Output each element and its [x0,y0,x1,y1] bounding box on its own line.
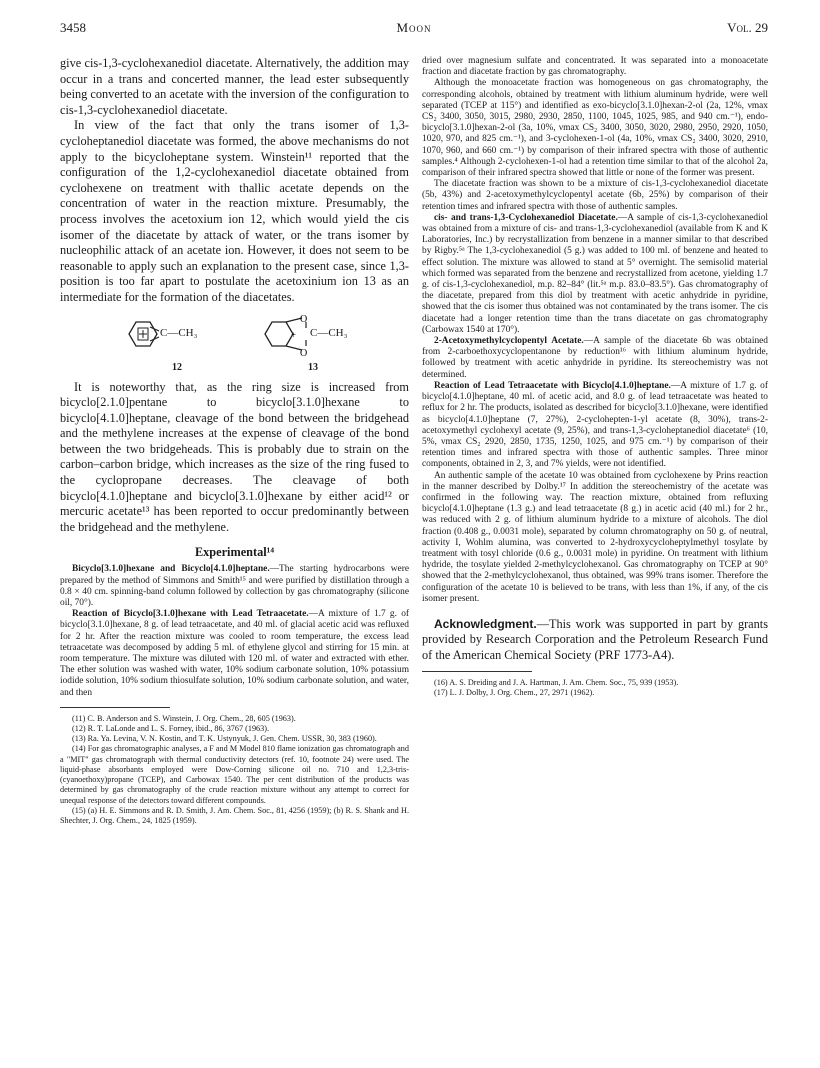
section-heading: Experimental¹⁴ [194,545,275,560]
acknowledgment-title: Acknowledgment. [434,616,537,631]
footnote: (12) R. T. LaLonde and L. S. Forney, ibid., 86, 3767 (1963). [72,724,270,734]
paragraph: —A sample of the diacetate 6b was obtained from 2-carboethoxycyclopentanone by reduction¹⁶ with lithium aluminum hydride, followed by treatment with acetic anhydride in pyridine. Its stereochemistry was not determined. [422,336,768,380]
left-column [60,56,409,826]
acknowledgment-text: —This work was supported in part by grants provided by Research Corporation and the Petroleum Research Fund of the American Chemical Society (PRF 1773-A4). [422,616,768,662]
right-column [422,56,768,699]
subsection-title: 2-Acetoxymethylcyclopentyl Acetate. [434,336,584,347]
paragraph: Although the monoacetate fraction was homogeneous on gas chromatography, the corresponding alcohols, obtained by treatment with lithium aluminum hydride, were well separated (TCEP at 115°) and identified as exo-bicyclo[3.1.0]hexan-2-ol (2a, 12%, νmax CS₂ 3400, 3050, 3015, 2980, 2930, 2850, 1100, 1045, 1025, 985, and 940 cm.⁻¹), endo-bicyclo[3.1.0]hexan-2-ol (3a, 10%, νmax CS₂ 3400, 3050, 3020, 2980, 2950, 2920, 1050, 1020, 970, and 825 cm.⁻¹), and 3-cyclohexen-1-ol (4a, 10%, νmax CS₂ 3400, 3020, 2910, 1070, 960, and 660 cm.⁻¹) by comparison of their infrared spectra with those of authentic samples.⁴ Although 2-cyclohexen-1-ol had a retention time similar to that of the alcohol 2a, comparison of their infrared spectra showed that little or none of the former was present. [422,78,768,179]
svg-text:+: + [291,329,297,340]
paragraph: —A sample of cis-1,3-cyclohexanediol was obtained from a mixture of cis- and trans-1,3-cyclohexanediol (available from K and K Laboratories, Inc.) by recrystallization from benzene in a manner similar to that described by Rigby.⁵ᵃ The 1,3-cyclohexanediol (5 g.) was added to 100 ml. of benzene and heated to effect solution. The mixture was allowed to stand at 5° overnight. The semisolid material which formed was separated from the benzene and recrystallized from acetone, yielding 1.7 g. of cis-1,3-cyclohexanediol, m.p. 82–84° (lit.⁵ᵃ m.p. 83.0–83.5°). Gas chromatography of the diacetate, prepared from this diol by treatment with acetic anhydride in pyridine, showed that the cis isomer thus obtained was not contaminated by the trans isomer. The cis diacetate had a longer retention time than the trans diacetate on gas chromatography (Carbowax 1540 at 170°). [422,212,768,335]
footnote: (11) C. B. Anderson and S. Winstein, J. Org. Chem., 28, 605 (1963). [72,713,296,723]
paragraph: In view of the fact that only the trans isomer of 1,3-cycloheptanediol diacetate was formed, the above mechanisms do not apply to the bicycloheptane system. Winstein¹¹ reported that the configuration of the 1,2-cyclohexanediol diacetate obtained from cyclohexene on treatment with thallic acetate depends on the concentration of water in the reaction mixture. Presumably, the process involves the acetoxium ion 12, which would yield the cis isomer of the diacetate by attack of water, or the trans isomer by nucleophilic attack of an acetate ion. However, it does not seem to be reasonable to apply such an explanation to the present case, since 1,3-position is too far apart to postulate the acetoxinium ion 13 as an intermediate for the formation of the diacetates. [60,118,409,304]
paragraph: The diacetate fraction was shown to be a mixture of cis-1,3-cyclohexanediol diacetate (5b, 43%) and 2-acetoxymethylcyclopentyl acetate (6b, 25%) by comparison of their retention times and infrared spectra with those of authentic samples. [422,179,768,212]
structure-13-formula: C—CH₃ [310,326,348,339]
paragraph: —A mixture of 1.7 g. of bicyclo[4.1.0]heptane, 40 ml. of acetic acid, and 8.0 g. of lead tetraacetate was heated to reflux for 2 hr. The products, isolated as described for bicyclo[3.1.0]hexane, were identified as bicyclo[4.1.0]heptane (7, 27%), 2-cyclohepten-1-yl acetate (8, 30%), trans-2-acetoxymethyl cyclohexyl acetate (9, 25%), and trans-1,3-cycloheptanediol diacetate⁶ (10, 5%, νmax CS₂ 2920, 2850, 1735, 1250, 1025, and 975 cm.⁻¹) by comparison of their retention times and infrared spectra with those of authentic samples. Three minor components, obtained in 2, 3, and 7% yields, were not identified. [422,380,768,470]
structure-12-label: 12 [172,361,182,373]
paragraph: An authentic sample of the acetate 10 was obtained from cyclohexene by Prins reaction in the manner described by Dolby.¹⁷ In addition the stereochemistry of the acetate was confirmed in the following way. The reaction mixture, obtained from refluxing bicyclo[4.1.0]heptane (1.3 g.) and lead tetraacetate (8 g.) in acetic acid (40 ml.) for 2 hr., was reduced with 2 g. of lithium aluminum hydride to a mixture of alcohols. The diol fraction (0.408 g., 0.0031 mole), separated by column chromatography on 50 g. of neutral, activity I, Wohlm alumina, was converted to 2-hydroxycycloheptylmethyl tosylate by treatment with tosyl chloride (0.6 g., 0.0031 mole) in pyridine. On treatment with lithium hydride, the tosylate yielded 2-methylcyclohexanol. Gas chromatography on TCEP at 90° showed that the 2-methylcyclohexanol, thus obtained, was 99% trans isomer. Therefore the configuration of the acetate 10 is believed to be trans, with less than 1%, if any, of the cis isomer present. [422,470,768,604]
structures-figure [60,314,409,378]
paragraph: give cis-1,3-cyclohexanediol diacetate. Alternatively, the addition may occur in a trans and concerted manner, the lead ester subsequently being converted to an acetate with the inversion of the configuration to cis-1,3-cyclohexanediol diacetate. [60,56,409,117]
paragraph: dried over magnesium sulfate and concentrated. It was separated into a monoacetate fraction and diacetate fraction by gas chromatography. [422,56,768,78]
footnote: (17) L. J. Dolby, J. Org. Chem., 27, 2971 (1962). [434,688,595,698]
footnote: (14) For gas chromatographic analyses, a F and M Model 810 flame ionization gas chromatograph and a "MIT" gas chromatograph with thermal conductivity detectors (ref. 10, footnote 24) were used. The liquid-phase absorbants employed were Dow-Corning silicone oil no. 710 and 1,2,3-tris-(cyanoethoxy)propane (TCEP), and Carbowax 1540. The per cent distribution of the products was determined by gas chromatography of the crude reaction mixture without any attempt to correct for unequal response of the detectors toward different compounds. [60,744,409,805]
footnote: (13) Ra. Ya. Levina, V. N. Kostin, and T. K. Ustynyuk, J. Gen. Chem. USSR, 30, 383 (1960). [72,734,377,744]
page-number: 3458 [60,20,86,35]
structure-drawings [60,314,409,378]
subsection-title: Reaction of Bicyclo[3.1.0]hexane with Lead Tetraacetate. [72,609,309,620]
structure-12-formula: C—CH₃ [160,326,198,339]
svg-text:O: O [300,313,308,325]
running-head: Moon [396,20,432,35]
volume-label: Vol. 29 [727,20,768,35]
subsection-title: Bicyclo[3.1.0]hexane and Bicyclo[4.1.0]heptane. [72,564,270,575]
subsection-title: cis- and trans-1,3-Cyclohexanediol Diacetate. [434,212,618,223]
paragraph: —The starting hydrocarbons were prepared by the method of Simmons and Smith¹⁵ and were purified by distillation through a 0.8 × 40 cm. spinning-band column followed by collection by gas chromatography (silicone oil, 70°). [60,564,409,609]
footnote: (16) A. S. Dreiding and J. A. Hartman, J. Am. Chem. Soc., 75, 939 (1953). [434,678,679,688]
svg-text:O: O [300,347,308,359]
structure-13-label: 13 [308,361,318,373]
paragraph: It is noteworthy that, as the ring size is increased from bicyclo[2.1.0]pentane to bicyclo[3.1.0]hexane to bicyclo[4.1.0]heptane, cleavage of the bond between the bridgehead and the methylene increases at the expense of cleavage of the bond between the two bridgeheads. This is probably due to strain on the carbon–carbon bridge, which increases as the size of the ring fused to the cyclopropane decreases. The cleavage of both bicyclo[4.1.0]heptane and bicyclo[3.1.0]hexane by either acid¹² or mercuric acetate¹³ has been reported to occur predominantly between the bridgehead and the methylene. [60,379,409,534]
subsection-title: Reaction of Lead Tetraacetate with Bicyclo[4.1.0]heptane. [434,380,671,391]
paragraph: —A mixture of 1.7 g. of bicyclo[3.1.0]hexane, 8 g. of lead tetraacetate, and 40 ml. of glacial acetic acid was refluxed for 2 hr. After the reaction mixture was cooled to room temperature, the excess lead tetraacetate was decomposed by adding 5 ml. of ethylene glycol and stirring for 15 min. at room temperature. The mixture was diluted with 120 ml. of water and extracted with ether. The ether solution was washed with water, 10% sodium carbonate solution, 10% potassium iodide solution, 10% sodium thiosulfate solution, 10% sodium carbonate solution, and water, and then [60,609,410,698]
footnote-rule [422,671,532,672]
footnote: (15) (a) H. E. Simmons and R. D. Smith, J. Am. Chem. Soc., 81, 4256 (1959); (b) R. S. Shank and H. Shechter, J. Org. Chem., 24, 1825 (1959). [60,805,409,825]
footnote-rule [60,707,170,708]
page-header [60,20,768,40]
